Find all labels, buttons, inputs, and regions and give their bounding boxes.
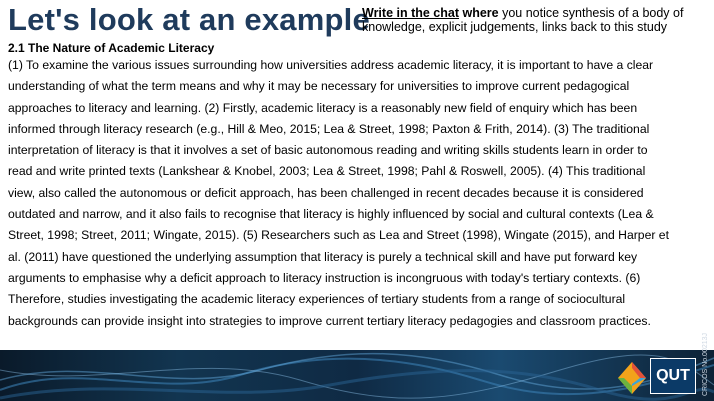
paragraph-line: view, also called the autonomous or deficit approach, has been challenged in recent decades because it is considered [8,185,644,200]
paragraph-line: al. (2011) have questioned the underlying assumption that literacy is purely a technical skill and have put forward key [8,249,638,264]
paragraph-line: approaches to literacy and learning. (2) Firstly, academic literacy is a reasonably new field of enquiry which has been [8,100,638,115]
paragraph-line: arguments to emphasise why a deficit approach to literacy instruction is incongruous with today's tertiary contexts. (6) [8,270,641,285]
footer-banner [0,332,714,401]
cricos-label: CRICOS No.00213J [702,332,709,396]
paragraph-line: (1) To examine the various issues surrounding how universities address academic literacy, it is important to have a clear [8,58,654,72]
paragraph-line: Therefore, studies investigating the academic literacy experiences of tertiary students from a range of sociocultural [8,292,626,307]
footer-pattern [0,332,714,401]
paragraph-line: Street, 1998; Street, 2011; Wingate, 2015). (5) Researchers such as Lea and Street (1998), Wingate (2015), and Harper et [8,228,669,243]
paragraph-line: understanding of what the term means and why it may be necessary for universities to improve current pedagogical [8,79,630,94]
paragraph-line: read and write printed texts (Lankshear & Knobel, 2003; Lea & Street, 1998; Pahl & Roswell, 2005). (4) This traditional [8,164,646,179]
chat-prompt [362,6,707,34]
prompt-rest: you notice synthesis of a body of knowledge, explicit judgements, links back to this study [362,6,684,34]
paragraph-line: backgrounds can provide insight into strategies to improve current tertiary literacy pedagogies and classroom practices. [8,313,651,328]
prompt-emphasis: Write in the chat [362,6,460,20]
section-heading: 2.1 The Nature of Academic Literacy [8,41,215,55]
prompt-where: where [459,6,499,20]
slide-title: Let's look at an example [8,2,370,37]
body-paragraph [8,55,700,332]
paragraph-line: outdated and narrow, and it also fails to recognise that literacy is highly influenced by social and cultural contexts (Lea & [8,207,654,222]
paragraph-line: interpretation of literacy is that it involves a set of basic autonomous reading and writing skills students learn in order to [8,143,648,158]
paragraph-line: informed through literacy research (e.g., Hill & Meo, 2015; Lea & Street, 1998; Paxton & Frith, 2014). (3) The traditional [8,121,650,136]
qut-logo: QUT [650,358,696,394]
